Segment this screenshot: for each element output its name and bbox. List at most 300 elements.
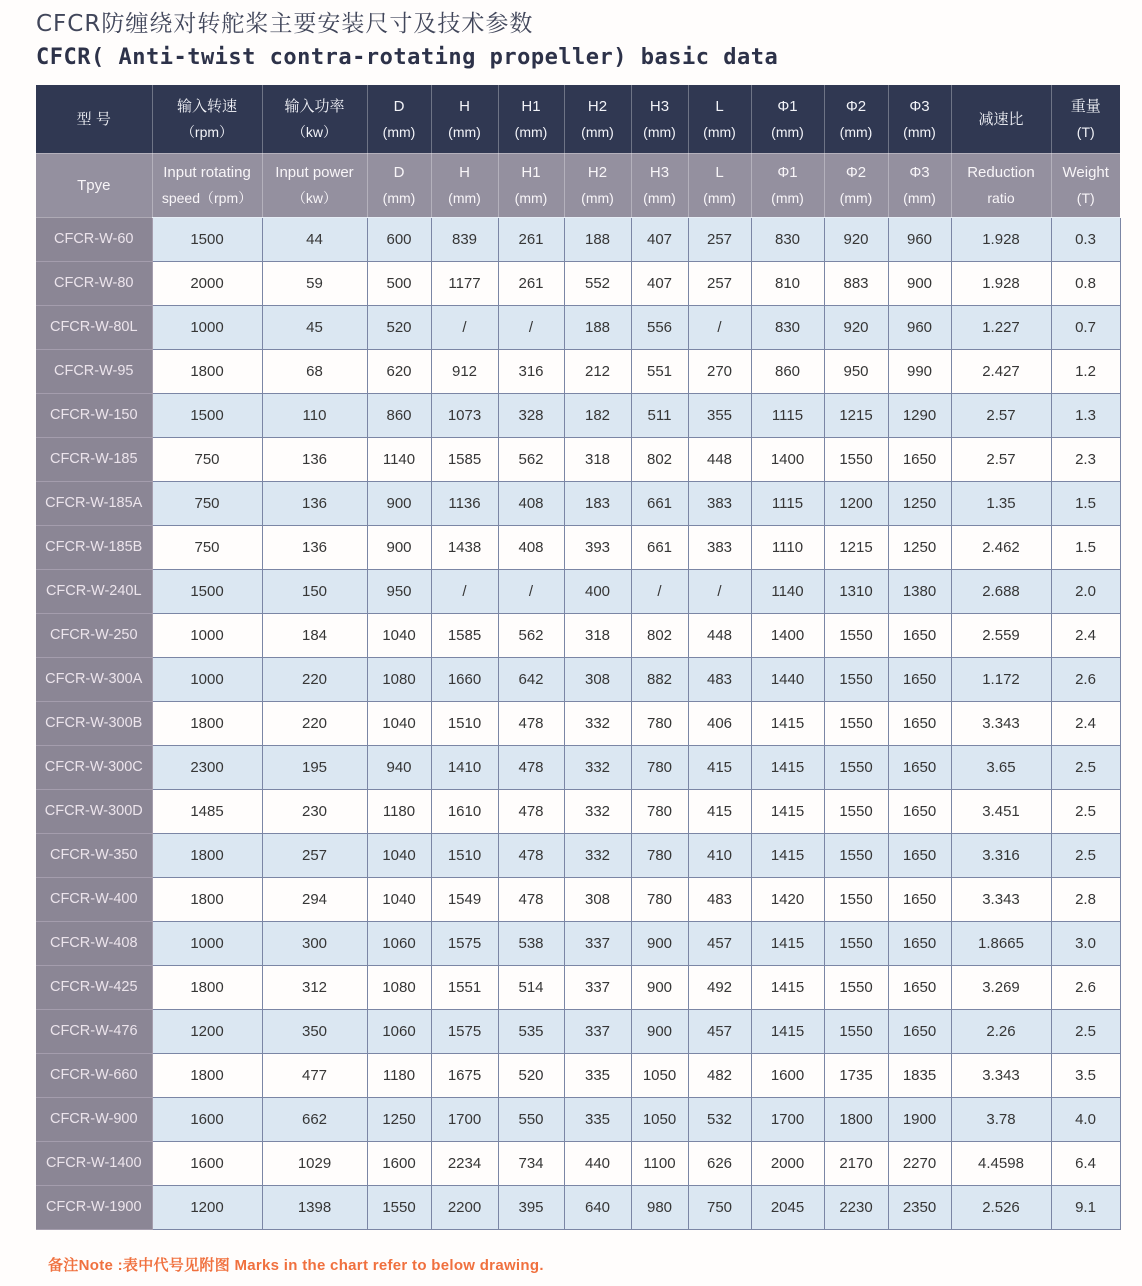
table-cell: 1550 [824, 1009, 888, 1053]
col-header-en [498, 153, 564, 217]
col-header-en [152, 153, 262, 217]
row-type-label: CFCR-W-408 [36, 921, 152, 965]
table-cell: 477 [262, 1053, 367, 1097]
table-cell: 600 [367, 217, 431, 261]
table-cell: 1600 [751, 1053, 824, 1097]
col-header-line1: Φ2 [845, 97, 867, 115]
table-cell: 1550 [824, 657, 888, 701]
table-cell: 2.6 [1051, 657, 1120, 701]
table-cell: 1660 [431, 657, 498, 701]
table-cell: 1440 [751, 657, 824, 701]
table-cell: 1200 [152, 1185, 262, 1229]
table-cell: 900 [631, 921, 688, 965]
table-cell: 1115 [751, 393, 824, 437]
table-body [36, 217, 1120, 1229]
table-cell: 990 [888, 349, 951, 393]
table-cell: 1040 [367, 701, 431, 745]
table-row [36, 349, 1120, 393]
table-cell: 2.5 [1051, 789, 1120, 833]
table-cell: 406 [688, 701, 751, 745]
header-row-chinese [36, 85, 1120, 153]
table-cell: 6.4 [1051, 1141, 1120, 1185]
table-cell: 1380 [888, 569, 951, 613]
col-header-line2: (mm) [771, 123, 804, 140]
col-header-zh [824, 85, 888, 153]
table-cell: 1500 [152, 569, 262, 613]
table-cell: 883 [824, 261, 888, 305]
table-cell: 1200 [152, 1009, 262, 1053]
table-cell: 2.4 [1051, 701, 1120, 745]
table-cell: 1415 [751, 833, 824, 877]
col-header-line1: L [715, 97, 724, 115]
table-cell: 2.6 [1051, 965, 1120, 1009]
table-cell: 912 [431, 349, 498, 393]
table-cell: 1800 [824, 1097, 888, 1141]
table-cell: 1550 [824, 613, 888, 657]
table-cell: 1550 [824, 437, 888, 481]
table-cell: 2270 [888, 1141, 951, 1185]
table-cell: 312 [262, 965, 367, 1009]
table-cell: 1438 [431, 525, 498, 569]
table-cell: 780 [631, 877, 688, 921]
col-header-line2: (mm) [643, 190, 676, 207]
table-cell: 550 [498, 1097, 564, 1141]
table-cell: 1040 [367, 613, 431, 657]
table-cell: 478 [498, 789, 564, 833]
col-header-line2: (T) [1076, 123, 1095, 140]
col-header-line1: L [715, 164, 724, 182]
table-cell: 1700 [751, 1097, 824, 1141]
table-cell: 4.0 [1051, 1097, 1120, 1141]
table-cell: 780 [631, 833, 688, 877]
col-header-zh [431, 85, 498, 153]
row-type-label: CFCR-W-185A [36, 481, 152, 525]
table-cell: 626 [688, 1141, 751, 1185]
table-cell: 1549 [431, 877, 498, 921]
table-cell: 457 [688, 1009, 751, 1053]
table-cell: 661 [631, 525, 688, 569]
table-cell: 1140 [751, 569, 824, 613]
col-header-line1: Φ1 [777, 164, 798, 182]
table-cell: 383 [688, 481, 751, 525]
table-cell: 562 [498, 437, 564, 481]
table-cell: 1610 [431, 789, 498, 833]
row-type-label: CFCR-W-900 [36, 1097, 152, 1141]
col-header-line2: (mm) [382, 123, 416, 140]
col-header-zh [688, 85, 751, 153]
table-cell: 661 [631, 481, 688, 525]
table-cell: 183 [564, 481, 631, 525]
table-cell: 750 [152, 481, 262, 525]
col-header-line2: (mm) [643, 123, 676, 140]
table-cell: 212 [564, 349, 631, 393]
table-cell: 257 [688, 261, 751, 305]
table-cell: 1650 [888, 701, 951, 745]
col-header-line1: 减速比 [978, 110, 1024, 128]
row-type-label: CFCR-W-300B [36, 701, 152, 745]
table-cell: 950 [367, 569, 431, 613]
table-cell: 1.5 [1051, 481, 1120, 525]
table-cell: 662 [262, 1097, 367, 1141]
table-cell: 1585 [431, 437, 498, 481]
row-type-label: CFCR-W-95 [36, 349, 152, 393]
table-cell: 59 [262, 261, 367, 305]
table-cell: 407 [631, 261, 688, 305]
table-cell: 1500 [152, 217, 262, 261]
col-header-line1: H1 [521, 164, 541, 182]
table-cell: 532 [688, 1097, 751, 1141]
table-cell: 1650 [888, 657, 951, 701]
col-header-line2: (mm) [771, 190, 804, 207]
table-row [36, 305, 1120, 349]
row-type-label: CFCR-W-400 [36, 877, 152, 921]
table-cell: 1.5 [1051, 525, 1120, 569]
table-cell: 294 [262, 877, 367, 921]
table-cell: 1110 [751, 525, 824, 569]
table-cell: 1050 [631, 1053, 688, 1097]
table-cell: 2.3 [1051, 437, 1120, 481]
table-cell: 830 [751, 217, 824, 261]
table-cell: 1735 [824, 1053, 888, 1097]
table-cell: 1650 [888, 437, 951, 481]
table-cell: 220 [262, 701, 367, 745]
table-cell: 830 [751, 305, 824, 349]
table-cell: 1.928 [951, 217, 1051, 261]
table-cell: 1080 [367, 657, 431, 701]
table-cell: 920 [824, 305, 888, 349]
table-cell: 1800 [152, 1053, 262, 1097]
row-type-label: CFCR-W-660 [36, 1053, 152, 1097]
table-cell: 1550 [824, 745, 888, 789]
table-cell: 44 [262, 217, 367, 261]
table-cell: 2.0 [1051, 569, 1120, 613]
table-cell: 1115 [751, 481, 824, 525]
row-type-label: CFCR-W-425 [36, 965, 152, 1009]
table-cell: 1415 [751, 921, 824, 965]
header-row-english [36, 153, 1120, 217]
col-header-line2: (mm) [839, 190, 873, 207]
table-cell: 1.35 [951, 481, 1051, 525]
table-cell: 2.5 [1051, 745, 1120, 789]
table-cell: 257 [262, 833, 367, 877]
table-cell: 332 [564, 789, 631, 833]
table-cell: 335 [564, 1053, 631, 1097]
col-header-line1: Φ3 [909, 97, 930, 115]
col-header-zh [951, 85, 1051, 153]
table-cell: 1575 [431, 921, 498, 965]
table-cell: 3.343 [951, 877, 1051, 921]
table-row [36, 701, 1120, 745]
row-type-label: CFCR-W-80 [36, 261, 152, 305]
table-row [36, 657, 1120, 701]
table-cell: 750 [688, 1185, 751, 1229]
table-cell: 136 [262, 481, 367, 525]
table-header [36, 85, 1120, 217]
table-cell: 1415 [751, 745, 824, 789]
col-header-en [431, 153, 498, 217]
table-cell: 920 [824, 217, 888, 261]
table-cell: 860 [367, 393, 431, 437]
col-header-en [888, 153, 951, 217]
col-header-line2: (mm) [839, 123, 873, 140]
row-type-label: CFCR-W-240L [36, 569, 152, 613]
table-cell: 2.26 [951, 1009, 1051, 1053]
table-cell: 332 [564, 745, 631, 789]
table-cell: 230 [262, 789, 367, 833]
table-cell: 1575 [431, 1009, 498, 1053]
table-row [36, 965, 1120, 1009]
table-cell: 318 [564, 613, 631, 657]
table-cell: 0.8 [1051, 261, 1120, 305]
col-header-line2: (mm) [903, 190, 936, 207]
table-cell: 1400 [751, 437, 824, 481]
col-header-line2: (mm) [581, 123, 614, 140]
col-header-line1: Input power [275, 164, 354, 182]
table-cell: 1415 [751, 965, 824, 1009]
table-cell: 960 [888, 305, 951, 349]
table-cell: 2.57 [951, 437, 1051, 481]
table-cell: 642 [498, 657, 564, 701]
table-cell: 1485 [152, 789, 262, 833]
table-cell: 1398 [262, 1185, 367, 1229]
table-cell: 940 [367, 745, 431, 789]
table-cell: 839 [431, 217, 498, 261]
row-type-label: CFCR-W-350 [36, 833, 152, 877]
table-cell: 408 [498, 525, 564, 569]
col-header-line1: Φ3 [909, 164, 930, 182]
table-cell: 408 [498, 481, 564, 525]
table-cell: 492 [688, 965, 751, 1009]
col-header-en [751, 153, 824, 217]
col-header-zh [888, 85, 951, 153]
col-header-en [631, 153, 688, 217]
col-header-line1: D [393, 97, 405, 115]
table-cell: / [498, 305, 564, 349]
table-cell: 400 [564, 569, 631, 613]
table-cell: / [431, 305, 498, 349]
table-cell: 335 [564, 1097, 631, 1141]
table-cell: 750 [152, 525, 262, 569]
table-cell: 1.2 [1051, 349, 1120, 393]
title-block [0, 0, 1142, 71]
col-header-line1: Input rotating [163, 164, 251, 182]
table-cell: 3.343 [951, 701, 1051, 745]
table-cell: 556 [631, 305, 688, 349]
table-cell: 1.3 [1051, 393, 1120, 437]
col-header-line1: 输入转速 [176, 97, 237, 115]
table-cell: 3.5 [1051, 1053, 1120, 1097]
table-cell: 2000 [751, 1141, 824, 1185]
row-type-label: CFCR-W-1900 [36, 1185, 152, 1229]
table-cell: 1600 [152, 1097, 262, 1141]
table-cell: 393 [564, 525, 631, 569]
table-row [36, 569, 1120, 613]
table-cell: 383 [688, 525, 751, 569]
col-header-zh [564, 85, 631, 153]
table-cell: 1550 [824, 921, 888, 965]
col-header-en [564, 153, 631, 217]
table-cell: 478 [498, 833, 564, 877]
table-cell: 900 [631, 965, 688, 1009]
table-cell: 188 [564, 305, 631, 349]
table-cell: 2.688 [951, 569, 1051, 613]
row-type-label: CFCR-W-185 [36, 437, 152, 481]
table-cell: 620 [367, 349, 431, 393]
table-cell: 0.3 [1051, 217, 1120, 261]
table-cell: 1040 [367, 877, 431, 921]
col-header-line2: (mm) [448, 190, 481, 207]
table-cell: 1000 [152, 921, 262, 965]
col-header-line1: Tpye [77, 176, 111, 194]
table-cell: 1073 [431, 393, 498, 437]
col-header-line2: (mm) [382, 190, 416, 207]
table-cell: 182 [564, 393, 631, 437]
table-cell: 1060 [367, 921, 431, 965]
table-cell: 802 [631, 437, 688, 481]
table-cell: 1177 [431, 261, 498, 305]
row-type-label: CFCR-W-150 [36, 393, 152, 437]
col-header-line1: H [459, 164, 470, 182]
col-header-en [36, 153, 152, 217]
table-cell: 0.7 [1051, 305, 1120, 349]
table-cell: 2.526 [951, 1185, 1051, 1229]
table-row [36, 613, 1120, 657]
table-cell: 1180 [367, 1053, 431, 1097]
row-type-label: CFCR-W-250 [36, 613, 152, 657]
table-cell: 960 [888, 217, 951, 261]
table-cell: 3.0 [1051, 921, 1120, 965]
table-cell: 1675 [431, 1053, 498, 1097]
table-cell: 980 [631, 1185, 688, 1229]
table-cell: 1290 [888, 393, 951, 437]
table-cell: 520 [367, 305, 431, 349]
col-header-line1: H3 [649, 164, 670, 182]
table-row [36, 217, 1120, 261]
table-cell: 1550 [824, 833, 888, 877]
table-cell: 337 [564, 921, 631, 965]
table-cell: 750 [152, 437, 262, 481]
col-header-line1: D [393, 164, 405, 182]
table-cell: 2.8 [1051, 877, 1120, 921]
table-cell: 562 [498, 613, 564, 657]
row-type-label: CFCR-W-60 [36, 217, 152, 261]
table-cell: 2045 [751, 1185, 824, 1229]
table-row [36, 877, 1120, 921]
table-cell: 337 [564, 1009, 631, 1053]
table-cell: 1415 [751, 701, 824, 745]
table-cell: 780 [631, 701, 688, 745]
col-header-en [1051, 153, 1120, 217]
table-cell: 1215 [824, 393, 888, 437]
table-cell: 2.462 [951, 525, 1051, 569]
table-row [36, 1185, 1120, 1229]
col-header-zh [152, 85, 262, 153]
row-type-label: CFCR-W-1400 [36, 1141, 152, 1185]
row-type-label: CFCR-W-300C [36, 745, 152, 789]
col-header-line1: Φ2 [845, 164, 867, 182]
col-header-line2: (mm) [448, 123, 481, 140]
table-cell: 1550 [824, 701, 888, 745]
table-row [36, 393, 1120, 437]
table-cell: 900 [367, 481, 431, 525]
table-cell: 1000 [152, 305, 262, 349]
col-header-line1: 输入功率 [284, 97, 345, 115]
table-cell: 328 [498, 393, 564, 437]
col-header-line2: （kw） [291, 123, 338, 140]
table-cell: 900 [631, 1009, 688, 1053]
table-cell: 520 [498, 1053, 564, 1097]
table-cell: 1.928 [951, 261, 1051, 305]
col-header-en [951, 153, 1051, 217]
col-header-line2: (mm) [703, 190, 736, 207]
table-cell: 514 [498, 965, 564, 1009]
table-cell: 1250 [888, 525, 951, 569]
table-cell: 3.316 [951, 833, 1051, 877]
row-type-label: CFCR-W-300D [36, 789, 152, 833]
table-cell: 2.559 [951, 613, 1051, 657]
col-header-line2: (mm) [581, 190, 614, 207]
table-cell: 440 [564, 1141, 631, 1185]
table-cell: 882 [631, 657, 688, 701]
table-cell: 3.269 [951, 965, 1051, 1009]
table-cell: 1551 [431, 965, 498, 1009]
table-row [36, 1141, 1120, 1185]
table-cell: 220 [262, 657, 367, 701]
table-cell: 2.5 [1051, 833, 1120, 877]
table-cell: 2.5 [1051, 1009, 1120, 1053]
table-row [36, 437, 1120, 481]
table-cell: 1900 [888, 1097, 951, 1141]
table-cell: / [688, 305, 751, 349]
col-header-en [262, 153, 367, 217]
table-cell: 1080 [367, 965, 431, 1009]
table-cell: 308 [564, 657, 631, 701]
table-cell: 1000 [152, 657, 262, 701]
table-row [36, 921, 1120, 965]
table-cell: 2.427 [951, 349, 1051, 393]
table-cell: 150 [262, 569, 367, 613]
table-cell: 1700 [431, 1097, 498, 1141]
table-cell: 482 [688, 1053, 751, 1097]
table-cell: 551 [631, 349, 688, 393]
table-cell: 1650 [888, 613, 951, 657]
table-cell: 3.343 [951, 1053, 1051, 1097]
table-cell: 355 [688, 393, 751, 437]
table-row [36, 1097, 1120, 1141]
table-cell: 4.4598 [951, 1141, 1051, 1185]
col-header-line1: Φ1 [777, 97, 798, 115]
col-header-line2: (mm) [514, 190, 548, 207]
table-row [36, 833, 1120, 877]
table-cell: 1415 [751, 1009, 824, 1053]
table-cell: 270 [688, 349, 751, 393]
table-cell: 1040 [367, 833, 431, 877]
col-header-en [688, 153, 751, 217]
table-cell: 2350 [888, 1185, 951, 1229]
table-cell: 1200 [824, 481, 888, 525]
col-header-zh [262, 85, 367, 153]
col-header-line2: speed（rpm） [161, 190, 253, 207]
col-header-line1: H2 [587, 164, 608, 182]
table-cell: 395 [498, 1185, 564, 1229]
table-cell: 734 [498, 1141, 564, 1185]
table-cell: 184 [262, 613, 367, 657]
table-cell: 350 [262, 1009, 367, 1053]
table-cell: 535 [498, 1009, 564, 1053]
col-header-line2: (mm) [903, 123, 936, 140]
table-cell: 478 [498, 745, 564, 789]
row-type-label: CFCR-W-185B [36, 525, 152, 569]
